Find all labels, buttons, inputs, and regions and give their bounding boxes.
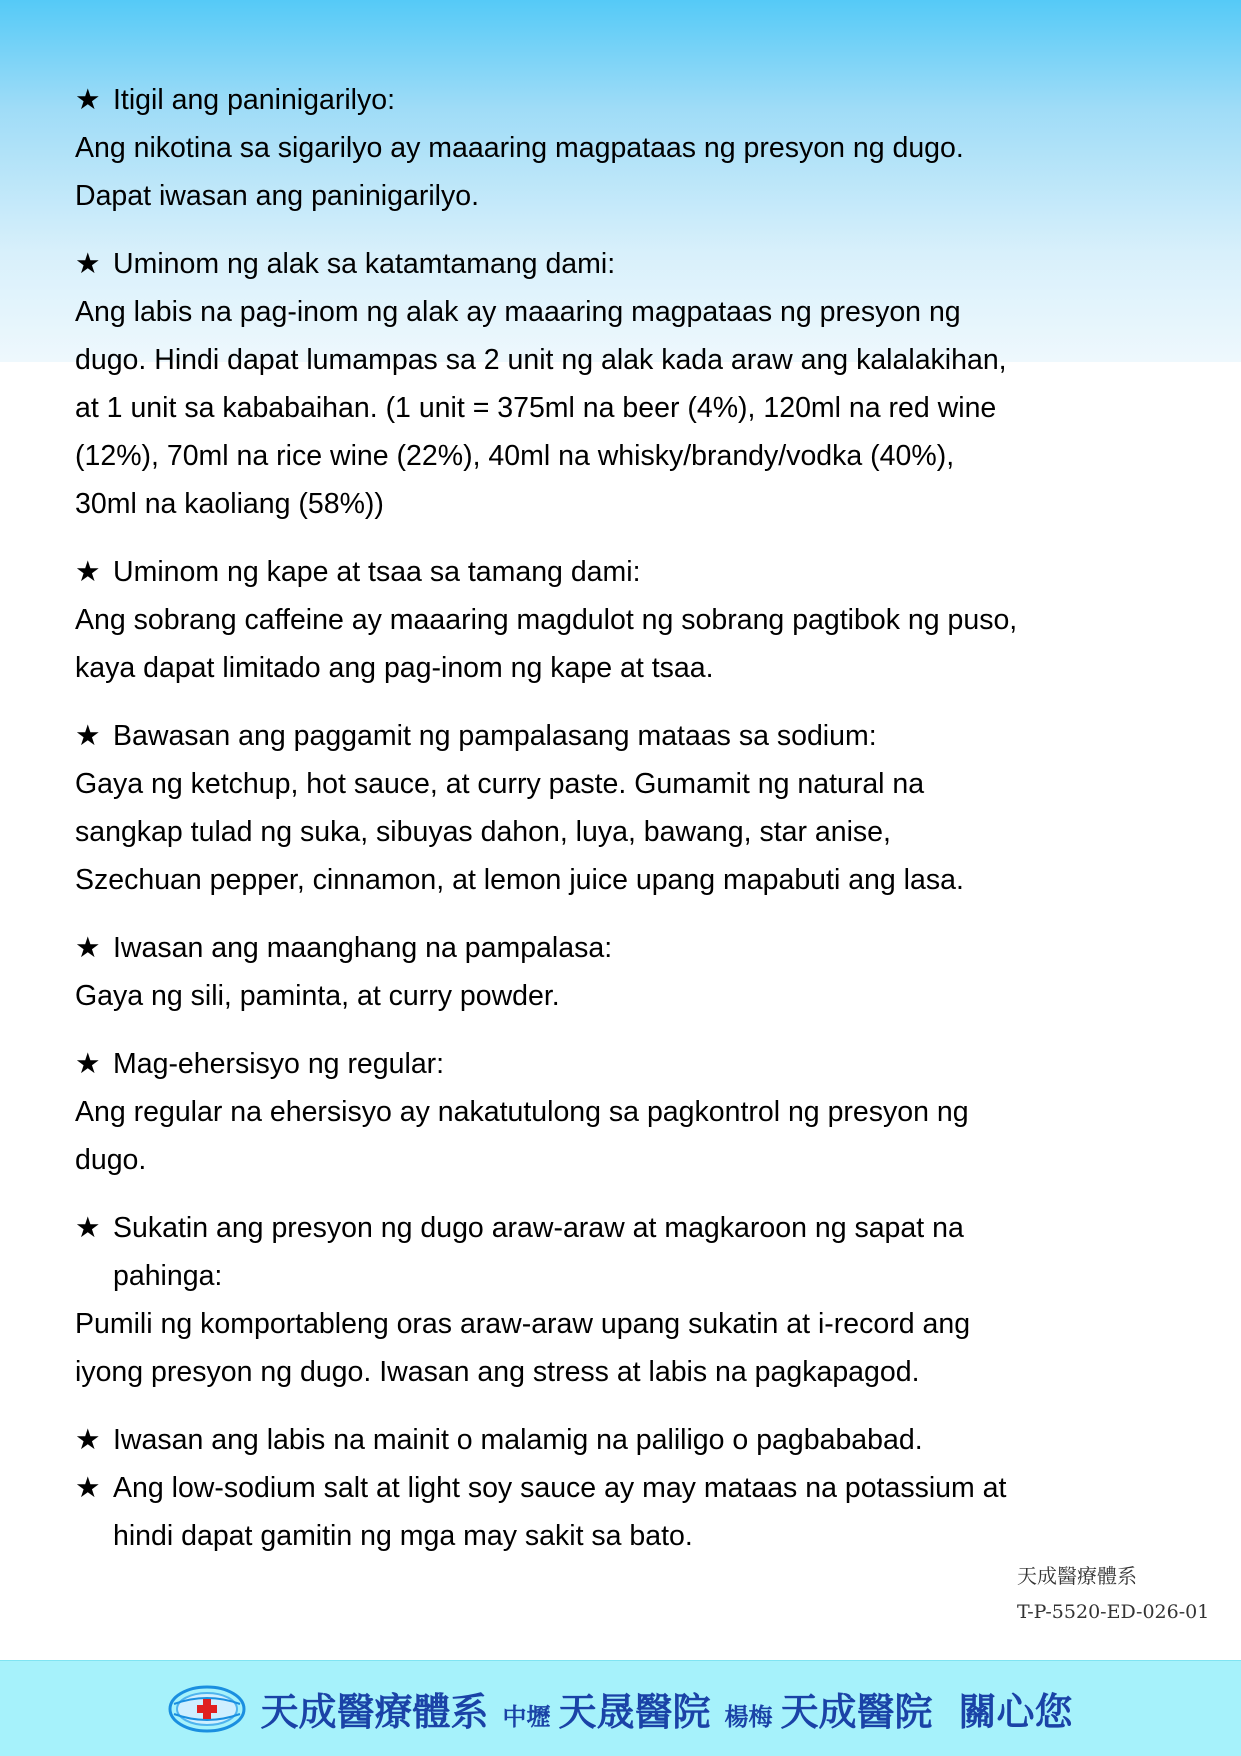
section-line: Gaya ng sili, paminta, at curry powder.: [75, 980, 560, 1012]
section-quit-smoking: [75, 76, 1185, 220]
star-icon: ★: [75, 1048, 101, 1080]
section-alcohol: [75, 240, 1185, 528]
footer-org: 天成醫療體系: [1017, 1564, 1137, 1588]
section-heading: [75, 1204, 1185, 1300]
hospital-logo-icon: [168, 1684, 246, 1734]
star-icon: ★: [75, 1212, 101, 1244]
section-line: Gaya ng ketchup, hot sauce, at curry paste. Gumamit ng natural na: [75, 768, 925, 800]
star-icon: ★: [75, 248, 101, 280]
section-spicy: [75, 924, 1185, 1020]
section-heading: ★ Bawasan ang paggamit ng pampalasang mataas sa sodium:: [75, 712, 1185, 760]
section-sodium: [75, 712, 1185, 904]
section-measure-bp: [75, 1204, 1185, 1396]
star-icon: ★: [75, 84, 101, 116]
section-line: Ang sobrang caffeine ay maaaring magdulot ng sobrang pagtibok ng puso,: [75, 604, 1018, 636]
section-heading: ★ Iwasan ang maanghang na pampalasa:: [75, 924, 1185, 972]
section-line: Dapat iwasan ang paninigarilyo.: [75, 180, 480, 212]
banner-text: [260, 1681, 1072, 1736]
banner-hospital-2: 天成醫院: [780, 1690, 933, 1734]
heading-line: pahinga:: [113, 1260, 223, 1292]
section-heading: ★ Itigil ang paninigarilyo:: [75, 76, 1185, 124]
banner-care: 關心您: [958, 1690, 1073, 1734]
section-line: Ang nikotina sa sigarilyo ay maaaring magpataas ng presyon ng dugo.: [75, 132, 964, 164]
star-icon: ★: [75, 1472, 101, 1504]
section-line: Ang regular na ehersisyo ay nakatutulong sa pagkontrol ng presyon ng: [75, 1096, 969, 1128]
section-coffee-tea: [75, 548, 1185, 692]
document-code: T-P-5520-ED-026-01: [1017, 1601, 1210, 1623]
section-line: Pumili ng komportableng oras araw-araw upang sukatin at i-record ang: [75, 1308, 971, 1340]
section-heading: ★ Uminom ng kape at tsaa sa tamang dami:: [75, 548, 1185, 596]
banner-location-1: 中壢: [502, 1703, 551, 1731]
star-icon: ★: [75, 1424, 101, 1456]
heading-line: Sukatin ang presyon ng dugo araw-araw at magkaroon ng sapat na: [113, 1212, 964, 1244]
section-heading: ★ Mag-ehersisyo ng regular:: [75, 1040, 1185, 1088]
hospital-banner: [0, 1660, 1241, 1756]
section-line: Szechuan pepper, cinnamon, at lemon juice upang mapabuti ang lasa.: [75, 864, 964, 896]
star-icon: ★: [75, 720, 101, 752]
section-line: 30ml na kaoliang (58%)): [75, 488, 384, 520]
section-line: dugo. Hindi dapat lumampas sa 2 unit ng alak kada araw ang kalalakihan,: [75, 344, 1007, 376]
bullet-item: ★ Iwasan ang labis na mainit o malamig na paliligo o pagbababad.: [75, 1416, 1185, 1464]
section-heading: ★ Uminom ng alak sa katamtamang dami:: [75, 240, 1185, 288]
section-line: kaya dapat limitado ang pag-inom ng kape at tsaa.: [75, 652, 714, 684]
bullet-item: ★ Ang low-sodium salt at light soy sauce ay may mataas na potassium at hindi dapat gamitin ng mga may sakit sa bato.: [75, 1464, 1185, 1560]
section-line: Ang labis na pag-inom ng alak ay maaaring magpataas ng presyon ng: [75, 296, 961, 328]
section-line: at 1 unit sa kababaihan. (1 unit = 375ml na beer (4%), 120ml na red wine: [75, 392, 997, 424]
footer-meta: [1017, 1560, 1237, 1623]
star-icon: ★: [75, 932, 101, 964]
document-body: [75, 76, 1185, 1560]
section-line: iyong presyon ng dugo. Iwasan ang stress at labis na pagkapagod.: [75, 1356, 920, 1388]
bullet-list: [75, 1416, 1185, 1560]
star-icon: ★: [75, 556, 101, 588]
banner-location-2: 楊梅: [724, 1703, 773, 1731]
section-line: sangkap tulad ng suka, sibuyas dahon, luya, bawang, star anise,: [75, 816, 891, 848]
banner-hospital-1: 天晟醫院: [558, 1690, 711, 1734]
section-exercise: [75, 1040, 1185, 1184]
section-line: (12%), 70ml na rice wine (22%), 40ml na whisky/brandy/vodka (40%),: [75, 440, 955, 472]
banner-system: 天成醫療體系: [260, 1690, 489, 1734]
section-line: dugo.: [75, 1144, 147, 1176]
